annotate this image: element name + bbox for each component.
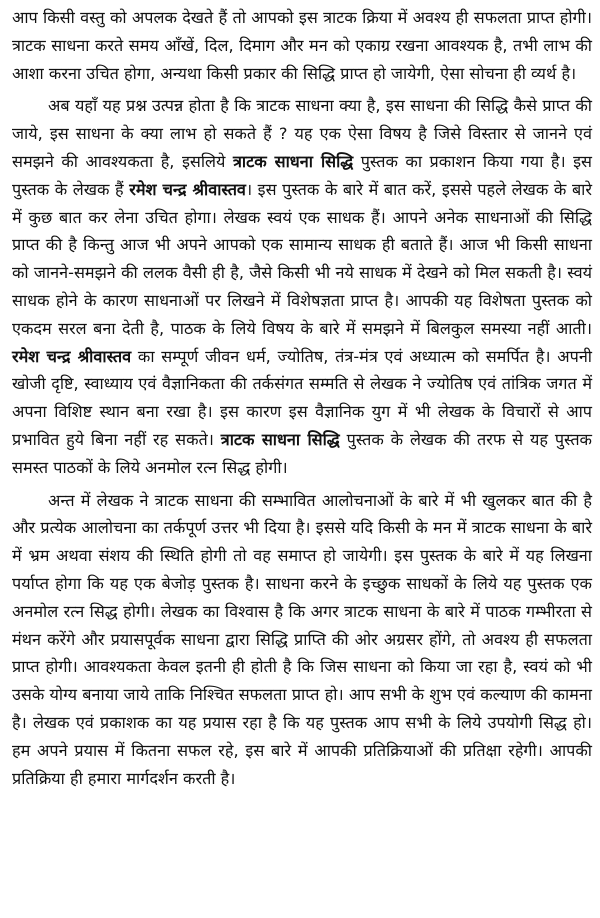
paragraph-2-text-1: अब यहाँ यह प्रश्न उत्पन्न होता है कि त्राटक साधना क्या है, इस साधना की सिद्धि कैसे प्राप्त की जाये, इस साधना के क्या लाभ हो सकते हैं ? यह एक ऐसा विषय है जिसे विस्तार से जानने एवं समझने की आवश्यकता है, इसलिये xyxy=(12,96,592,171)
book-title-emphasis: त्राटक साधना सिद्धि xyxy=(220,429,340,449)
author-name-emphasis: रमेश चन्द्र श्रीवास्तव xyxy=(129,179,246,199)
paragraph-2 xyxy=(12,92,592,481)
paragraph-1 xyxy=(12,4,592,87)
book-title-emphasis: त्राटक साधना सिद्धि xyxy=(232,151,354,171)
paragraph-2-text-3: । इस पुस्तक के बारे में बात करें, इससे पहले लेखक के बारे में कुछ बात कर लेना उचित होगा। लेखक स्वयं एक साधक हैं। आपने अनेक साधनाओं की सिद्धि प्राप्त की है किन्तु आज भी अपने आपको एक सामान्य साधक ही बताते हैं। आज भी किसी साधना को जानने-समझने की ललक वैसी ही है, जैसे किसी भी नये साधक में देखने को मिल सकती है। स्वयं साधक होने के कारण साधनाओं पर लिखने में विशेषज्ञता प्राप्त है। आपकी यह विशेषता पुस्तक को एकदम सरल बना देती है, पाठक के लिये विषय के बारे में समझने में बिलकुल समस्या नहीं आती। xyxy=(12,179,592,338)
paragraph-3-text: अन्त में लेखक ने त्राटक साधना की सम्भावित आलोचनाओं के बारे में भी खुलकर बात की है और प्रत्येक आलोचना का तर्कपूर्ण उत्तर भी दिया है। इससे यदि किसी के मन में त्राटक साधना के बारे में भ्रम अथवा संशय की स्थिति होगी तो वह समाप्त हो जायेगी। इस पुस्तक के बारे में यह लिखना पर्याप्त होगा कि यह एक बेजोड़ पुस्तक है। साधना करने के इच्छुक साधकों के लिये यह पुस्तक एक अनमोल रत्न सिद्ध होगी। लेखक का विश्वास है कि अगर त्राटक साधना के बारे में पाठक गम्भीरता से मंथन करेंगे और प्रयासपूर्वक साधना द्वारा सिद्धि प्राप्ति की ओर अग्रसर होंगे, तो अवश्य ही सफलता प्राप्त होगी। आवश्यकता केवल इतनी ही होती है कि जिस साधना को किया जा रहा है, स्वयं को भी उसके योग्य बनाया जाये ताकि निश्चित सफलता प्राप्त हो। आप सभी के शुभ एवं कल्याण की कामना है। लेखक एवं प्रकाशक का यह प्रयास रहा है कि यह पुस्तक आप सभी के लिये उपयोगी सिद्ध हो। हम अपने प्रयास में कितना सफल रहे, इस बारे में आपकी प्रतिक्रियाओं की प्रतिक्षा रहेगी। आपकी प्रतिक्रिया ही हमारा मार्गदर्शन करती है। xyxy=(12,490,592,788)
paragraph-2-text-5: पुस्तक के लेखक की तरफ से यह पुस्तक समस्त पाठकों के लिये अनमोल रत्न सिद्ध होगी। xyxy=(12,429,592,477)
author-name-emphasis: रमेश चन्द्र श्रीवास्तव xyxy=(12,346,132,366)
paragraph-1-text: आप किसी वस्तु को अपलक देखते हैं तो आपको इस त्राटक क्रिया में अवश्य ही सफलता प्राप्त होगी। त्राटक साधना करते समय आँखें, दिल, दिमाग और मन को एकाग्र रखना आवश्यक है, तभी लाभ की आशा करना उचित होगा, अन्यथा किसी प्रकार की सिद्धि प्राप्त हो जायेगी, ऐसा सोचना ही व्यर्थ है। xyxy=(12,8,592,83)
paragraph-2-text-4: का सम्पूर्ण जीवन धर्म, ज्योतिष, तंत्र-मंत्र एवं अध्यात्म को समर्पित है। अपनी खोजी दृष्टि, स्वाध्याय एवं वैज्ञानिकता की तर्कसंगत सम्मति से लेखक ने ज्योतिष एवं तांत्रिक जगत में अपना विशिष्ट स्थान बना रखा है। इस कारण इस वैज्ञानिक युग में भी लेखक के विचारों से आप प्रभावित हुये बिना नहीं रह सकते। xyxy=(12,346,592,449)
paragraph-3 xyxy=(12,487,592,793)
paragraph-2-text-2: पुस्तक का प्रकाशन किया गया है। इस पुस्तक के लेखक हैं xyxy=(12,151,592,199)
